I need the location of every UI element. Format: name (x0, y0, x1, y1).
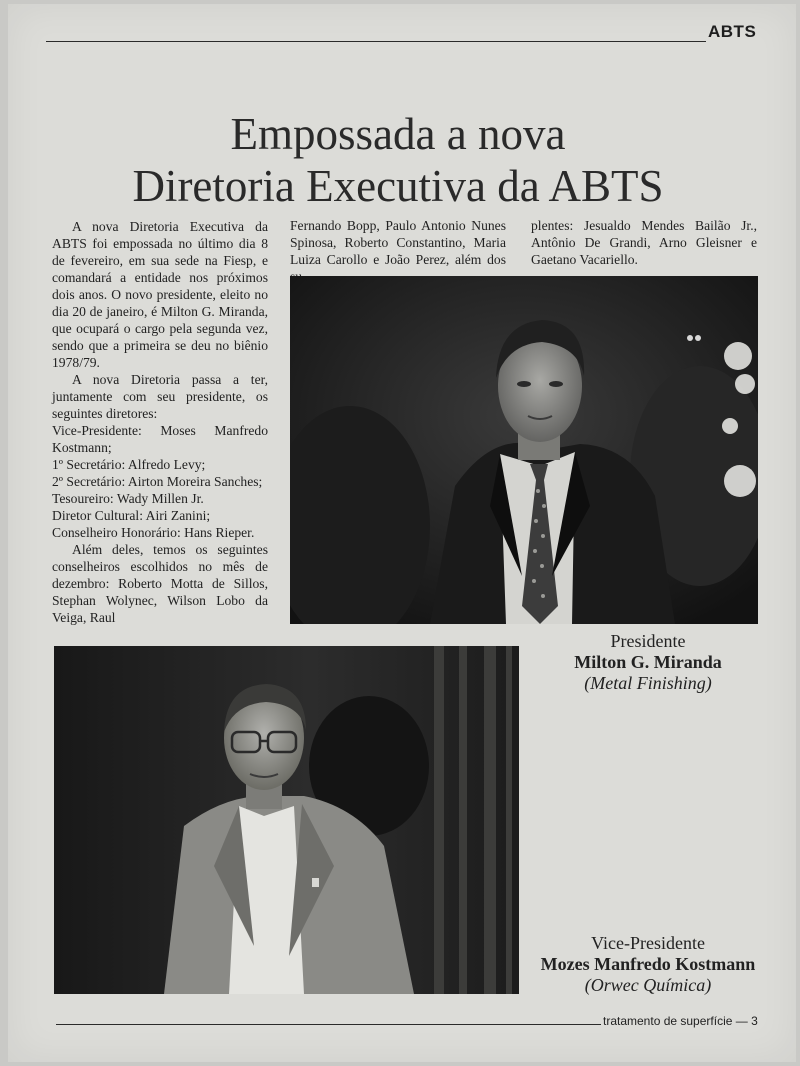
councillors-paragraph: Além deles, temos os seguintes conselheiros escolhidos no mês de dezembro: Roberto Motta de Sillos, Stephan Wolynec, Wilson Lobo da Veiga, Raul (52, 542, 268, 625)
headline-line-2: Diretoria Executiva da ABTS (132, 161, 664, 211)
headline-line-1: Empossada a nova (230, 109, 566, 159)
caption-name: Milton G. Miranda (574, 652, 722, 672)
page-footer: tratamento de superfície — 3 (603, 1014, 758, 1028)
president-photo (290, 276, 758, 624)
column-3-text: plentes: Jesualdo Mendes Bailão Jr., Antônio De Grandi, Arno Gleisner e Gaetano Vacariello. (531, 218, 757, 267)
headline (48, 108, 748, 212)
officer-line: 1º Secretário: Alfredo Levy; (52, 457, 206, 472)
officer-line: Conselheiro Honorário: Hans Rieper. (52, 525, 255, 540)
caption-name: Mozes Manfredo Kostmann (540, 954, 756, 974)
article-column-2 (290, 217, 506, 285)
directors-intro: A nova Diretoria passa a ter, juntamente com seu presidente, os seguintes diretores: (52, 372, 268, 421)
officer-line: 2º Secretário: Airton Moreira Sanches; (52, 474, 263, 489)
officer-line: Diretor Cultural: Airi Zanini; (52, 508, 211, 523)
vice-president-photo (54, 646, 519, 994)
magazine-page (8, 4, 796, 1062)
section-tag: ABTS (708, 22, 757, 41)
footer-rule (56, 1024, 601, 1025)
caption-role: Vice-Presidente (591, 933, 705, 953)
caption-role: Presidente (610, 631, 686, 651)
caption-company: (Metal Finishing) (584, 673, 712, 693)
officer-line: Tesoureiro: Wady Millen Jr. (52, 491, 204, 506)
vice-president-caption (513, 933, 783, 996)
column-2-text: Fernando Bopp, Paulo Antonio Nunes Spinosa, Roberto Constantino, Maria Luiza Carollo e João Perez, além dos (290, 218, 506, 267)
article-column-1 (52, 218, 268, 626)
article-column-3 (531, 217, 757, 268)
intro-paragraph: A nova Diretoria Executiva da ABTS foi empossada no último dia 8 de fevereiro, em sua sede na Fiesp, e comandará a entidade nos próximos dois anos. O novo presidente, eleito no dia 20 de janeiro, é Milton G. Miranda, que ocupará o cargo pela segunda vez, sendo que a primeira se deu no biênio 1978/79. (52, 219, 268, 370)
president-caption (528, 631, 768, 694)
header-rule (46, 41, 706, 42)
officer-line: Vice-Presidente: Moses Manfredo Kostmann; (52, 423, 268, 455)
caption-company: (Orwec Química) (584, 975, 712, 995)
